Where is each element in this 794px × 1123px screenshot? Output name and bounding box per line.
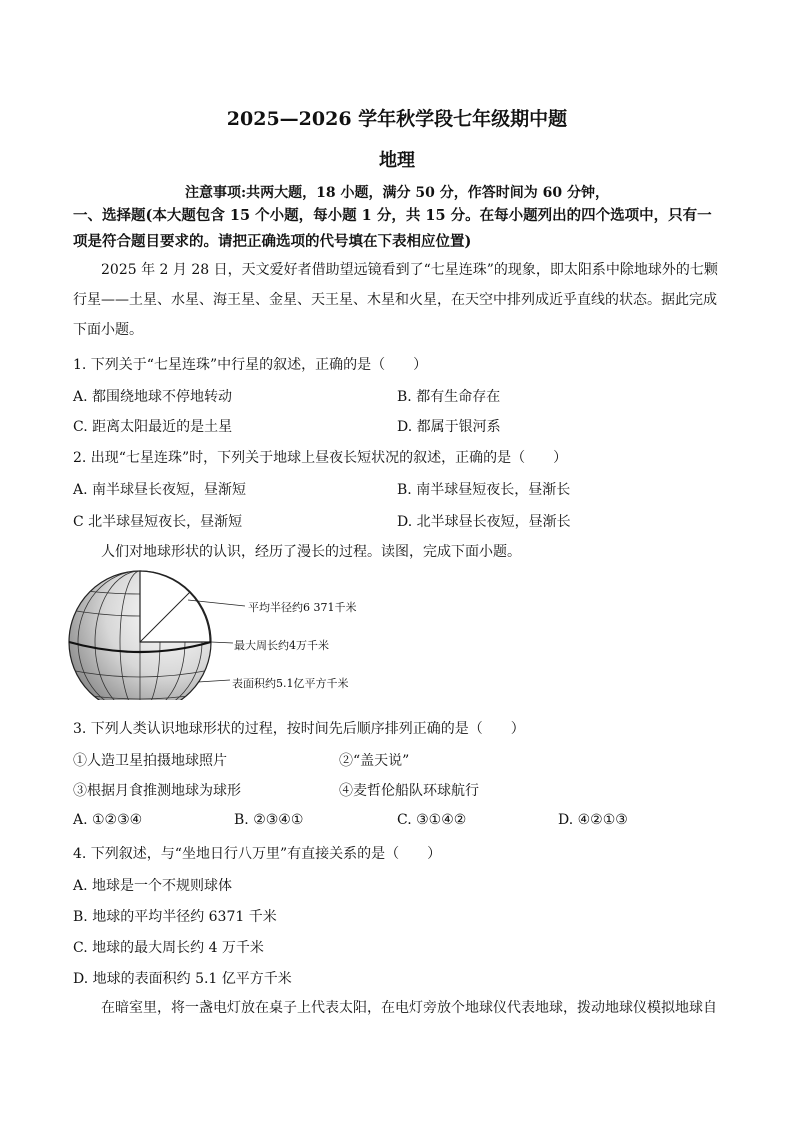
exam-title: 2025—2026 学年秋学段七年级期中题 [226,108,568,130]
question-1-option-b[interactable]: B. 都有生命存在 [397,389,501,405]
question-4-option-c[interactable]: C. 地球的最大周长约 4 万千米 [73,940,264,956]
question-3-option-b[interactable]: B. ②③④① [234,812,304,828]
question-3-statement-2: ②“盖天说” [339,753,410,769]
question-3-statement-3: ③根据月食推测地球为球形 [73,783,241,799]
question-2-option-a[interactable]: A. 南半球昼长夜短，昼渐短 [73,482,247,498]
question-3-option-c[interactable]: C. ③①④② [397,812,467,828]
question-3-option-d[interactable]: D. ④②①③ [558,812,628,828]
question-3-statement-4: ④麦哲伦船队环球航行 [339,783,479,799]
figure-label-radius: 平均半径约6 371千米 [248,601,357,614]
question-1-option-a[interactable]: A. 都围绕地球不停地转动 [73,389,233,405]
question-2-option-b[interactable]: B. 南半球昼短夜长，昼渐长 [397,482,571,498]
question-3-option-a[interactable]: A. ①②③④ [73,812,143,828]
question-4-stem: 4. 下列叙述，与“坐地日行八万里”有直接关系的是（ ） [73,846,442,862]
question-1-option-c[interactable]: C. 距离太阳最近的是土星 [73,419,233,435]
material-paragraph-1: 2025 年 2 月 28 日，天文爱好者借助望远镜看到了“七星连珠”的现象，即太阳系中除地球外的七颗行星——土星、水星、海王星、金星、天王星、木星和火星，在天空中排列成近乎直线的状态。据此完成下面小题。 [73,262,718,338]
question-4-option-d[interactable]: D. 地球的表面积约 5.1 亿平方千米 [73,971,292,987]
figure-label-area: 表面积约5.1亿平方千米 [232,677,349,690]
subject-title: 地理 [379,150,415,171]
figure-label-circumference: 最大周长约4万千米 [234,639,329,652]
question-1-stem: 1. 下列关于“七星连珠”中行星的叙述，正确的是（ ） [73,357,428,373]
section-heading: 一、选择题(本大题包含 15 个小题，每小题 1 分，共 15 分。在每小题列出的四个选项中，只有一项是符合题目要求的。请把正确选项的代号填在下表相应位置) [73,207,712,250]
material-paragraph-3: 在暗室里，将一盏电灯放在桌子上代表太阳，在电灯旁放个地球仪代表地球，拨动地球仪模拟地球自 [101,1000,717,1016]
question-4-option-a[interactable]: A. 地球是一个不规则球体 [73,878,233,894]
question-3-stem: 3. 下列人类认识地球形状的过程，按时间先后顺序排列正确的是（ ） [73,721,525,737]
question-1-option-d[interactable]: D. 都属于银河系 [397,419,501,435]
question-2-option-d[interactable]: D. 北半球昼长夜短，昼渐长 [397,514,571,530]
question-4-option-b[interactable]: B. 地球的平均半径约 6371 千米 [73,909,277,925]
material-paragraph-2: 人们对地球形状的认识，经历了漫长的过程。读图，完成下面小题。 [101,544,521,560]
question-3-statement-1: ①人造卫星拍摄地球照片 [73,753,227,769]
question-2-stem: 2. 出现“七星连珠”时，下列关于地球上昼夜长短状况的叙述，正确的是（ ） [73,450,568,466]
exam-notice: 注意事项:共两大题，18 小题，满分 50 分，作答时间为 60 分钟， [185,185,609,201]
question-2-option-c[interactable]: C 北半球昼短夜长，昼渐短 [73,514,243,530]
